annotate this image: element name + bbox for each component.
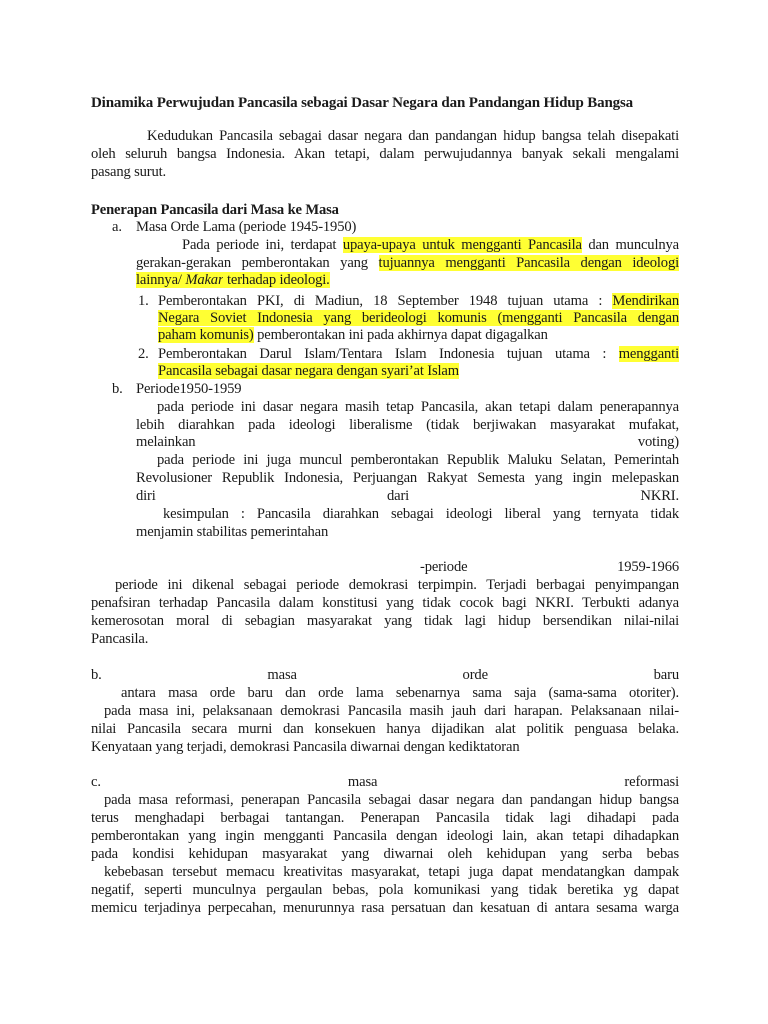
section-heading: Penerapan Pancasila dari Masa ke Masa <box>91 202 339 218</box>
list-item-line: Pemberontakan PKI, di Madiun, 18 September 1948 tujuan utama : Mendirikan <box>158 293 679 309</box>
paragraph-line: pada masa ini, pelaksanaan demokrasi Pancasila masih jauh dari harapan. Pelaksanaan nilai- <box>104 703 679 719</box>
intro-line: oleh seluruh bangsa Indonesia. Akan tetapi, dalam perwujudannya banyak sekali mengalami <box>91 146 679 162</box>
subsection-title: -periode 1959-1966 <box>420 559 679 575</box>
subsection-title: c. masa reformasi <box>91 774 679 790</box>
paragraph-line: Pada periode ini, terdapat upaya-upaya untuk mengganti Pancasila dan munculnya <box>182 237 679 253</box>
paragraph-line: kesimpulan : Pancasila diarahkan sebagai ideologi liberal yang ternyata tidak <box>163 506 679 522</box>
paragraph-line: memicu terjadinya perpecahan, menurunnya rasa persatuan dan kesatuan di antara sesama warga <box>91 900 679 916</box>
paragraph-line: diri dari NKRI. <box>136 488 679 504</box>
intro-line: pasang surut. <box>91 164 167 180</box>
paragraph-line: lainnya/ Makar terhadap ideologi. <box>136 272 330 288</box>
list-marker: a. <box>112 219 122 235</box>
list-item-line: Pancasila sebagai dasar negara dengan syari’at Islam <box>158 363 459 379</box>
list-item-line: Pemberontakan Darul Islam/Tentara Islam Indonesia tujuan utama : mengganti <box>158 346 679 362</box>
paragraph-line: Kenyataan yang terjadi, demokrasi Pancasila diwarnai dengan kediktatoran <box>91 739 520 755</box>
paragraph-line: penafsiran terhadap Pancasila dalam konstitusi yang tidak cocok bagi NKRI. Terbukti adanya <box>91 595 679 611</box>
subsection-title: Masa Orde Lama (periode 1945-1950) <box>136 219 357 235</box>
paragraph-line: pada periode ini dasar negara masih tetap Pancasila, akan tetapi dalam penerapannya <box>157 399 679 415</box>
paragraph-line: kemerosotan moral di sebagian masyarakat yang tidak lagi hidup bersendikan nilai-nilai <box>91 613 679 629</box>
paragraph-line: negatif, seperti munculnya pergaulan bebas, pola komunikasi yang tidak beretika yg dapat <box>91 882 679 898</box>
intro-line: Kedudukan Pancasila sebagai dasar negara dan pandangan hidup bangsa telah disepakati <box>147 128 679 144</box>
paragraph-line: menjamin stabilitas pemerintahan <box>136 524 329 540</box>
list-marker: b. <box>112 381 123 397</box>
paragraph-line: pada masa reformasi, penerapan Pancasila sebagai dasar negara dan pandangan hidup bangsa <box>104 792 679 808</box>
list-item-line: paham komunis) pemberontakan ini pada akhirnya dapat digagalkan <box>158 327 548 343</box>
list-marker: 2. <box>138 346 149 362</box>
paragraph-line: pemberontakan yang ingin mengganti Pancasila dengan ideologi lain, akan tetapi dihadapkan <box>91 828 679 844</box>
paragraph-line: melainkan voting) <box>136 434 679 450</box>
paragraph-line: periode ini dikenal sebagai periode demokrasi terpimpin. Terjadi berbagai penyimpangan <box>115 577 679 593</box>
paragraph-line: antara masa orde baru dan orde lama sebenarnya sama saja (sama-sama otoriter). <box>121 685 679 701</box>
paragraph-line: gerakan-gerakan pemberontakan yang tujuannya mengganti Pancasila dengan ideologi <box>136 255 680 271</box>
subsection-title: Periode1950-1959 <box>136 381 242 397</box>
paragraph-line: terus menghadapi berbagai tantangan. Penerapan Pancasila tidak lagi dihadapi pada <box>91 810 679 826</box>
list-item-line: Negara Soviet Indonesia yang berideologi komunis (mengganti Pancasila dengan <box>158 310 679 326</box>
paragraph-line: Pancasila. <box>91 631 149 647</box>
paragraph-line: pada kondisi kehidupan masyarakat yang diwarnai oleh kehidupan yang serba bebas <box>91 846 679 862</box>
list-marker: 1. <box>138 293 149 309</box>
paragraph-line: pada periode ini juga muncul pemberontakan Republik Maluku Selatan, Pemerintah <box>157 452 679 468</box>
paragraph-line: nilai Pancasila secara murni dan konsekuen hanya dijadikan alat politik penguasa belaka. <box>91 721 679 737</box>
document-title: Dinamika Perwujudan Pancasila sebagai Dasar Negara dan Pandangan Hidup Bangsa <box>91 95 634 111</box>
paragraph-line: Revolusioner Republik Indonesia, Perjuangan Rakyat Semesta yang ingin melepaskan <box>136 470 679 486</box>
subsection-title: b. masa orde baru <box>91 667 679 683</box>
paragraph-line: kebebasan tersebut memacu kreativitas masyarakat, tetapi juga dapat mendatangkan dampak <box>104 864 679 880</box>
paragraph-line: lebih diarahkan pada ideologi liberalisme (tidak berjiwakan masyarakat mufakat, <box>136 417 679 433</box>
